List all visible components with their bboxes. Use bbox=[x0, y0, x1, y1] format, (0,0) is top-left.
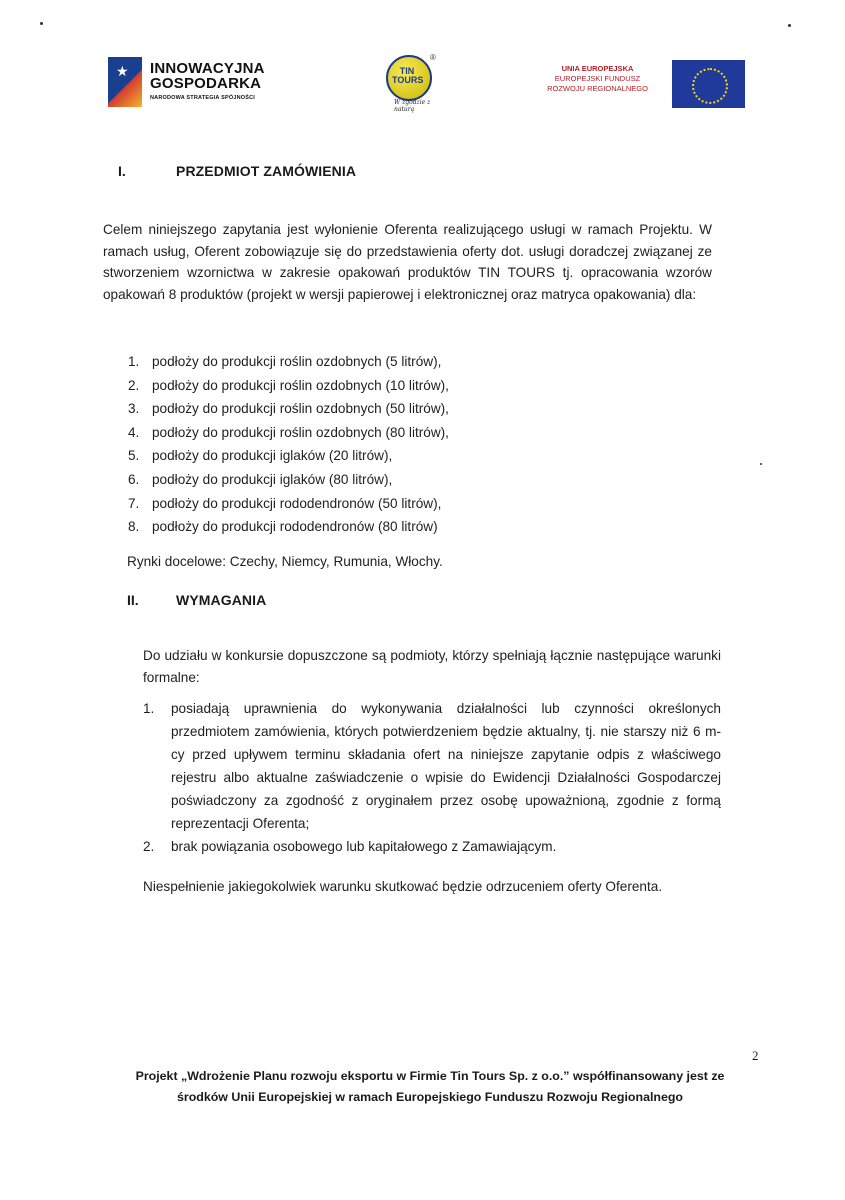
list-item bbox=[143, 697, 721, 835]
footer-line1: Projekt „Wdrożenie Planu rozwoju eksportu w Firmie Tin Tours Sp. z o.o.” współfinansowany jest ze bbox=[135, 1069, 725, 1083]
list-item-number: 7. bbox=[128, 495, 140, 511]
list-item bbox=[128, 374, 688, 398]
footer bbox=[95, 1066, 765, 1108]
list-item-text: podłoży do produkcji roślin ozdobnych (5 litrów), bbox=[152, 354, 442, 369]
eu-line2: EUROPEJSKI FUNDUSZ bbox=[554, 74, 641, 83]
list-item-number: 2. bbox=[143, 839, 155, 854]
requirements-list bbox=[143, 697, 721, 858]
list-item bbox=[128, 468, 688, 492]
innowacyjna-gospodarka-logo bbox=[108, 55, 288, 110]
ig-subtitle: NARODOWA STRATEGIA SPÓJNOŚCI bbox=[150, 95, 256, 101]
list-item-number: 3. bbox=[128, 401, 140, 417]
list-item bbox=[128, 492, 688, 516]
list-item bbox=[128, 515, 688, 539]
list-item-text: posiadają uprawnienia do wykonywania działalności lub czynności określonych przedmiotem zamówienia, których potwierdzeniem będzie aktualny, tj. nie starszy niż 6 m-cy przed upływem terminu składania ofert na niniejsze zapytanie odpis z właściwego rejestru albo aktualne zaświadczenie o wpisie do Ewidencji Działalności Gospodarczej poświadczony za zgodność z oryginałem przez osobę upoważnioną, zgodnie z formą reprezentacji Oferenta; bbox=[171, 701, 721, 831]
section1-title: PRZEDMIOT ZAMÓWIENIA bbox=[176, 163, 357, 179]
list-item-number: 1. bbox=[128, 354, 140, 369]
eu-line3: ROZWOJU REGIONALNEGO bbox=[547, 84, 648, 93]
list-item-text: podłoży do produkcji roślin ozdobnych (10 litrów), bbox=[152, 377, 449, 393]
list-item-number: 2. bbox=[128, 377, 140, 393]
list-item-number: 4. bbox=[128, 424, 140, 440]
ig-emblem-icon: ★ bbox=[108, 57, 142, 107]
list-item-number: 6. bbox=[128, 471, 140, 487]
eu-line1: UNIA EUROPEJSKA bbox=[561, 64, 634, 73]
tin-tours-tagline: W zgodzie z naturą bbox=[394, 99, 431, 113]
footer-line2: środków Unii Europejskiej w ramach Europejskiego Funduszu Rozwoju Regionalnego bbox=[176, 1090, 684, 1104]
list-item bbox=[128, 421, 688, 445]
tin-tours-name: TIN TOURS bbox=[392, 66, 424, 85]
ig-title-line2: GOSPODARKA bbox=[150, 75, 262, 92]
scan-dot bbox=[788, 24, 791, 27]
section1-intro: Celem niniejszego zapytania jest wyłonienie Oferenta realizującego usługi w ramach Projektu. W ramach usług, Oferent zobowiązuje się do przedstawienia oferty dot. usługi doradczej związanej ze stworzeniem wzornictwa w zakresie opakowań produktów TIN TOURS tj. opracowania wzorów opakowań 8 produktów (projekt w wersji papierowej i elektronicznej oraz matryca opakowania) dla: bbox=[103, 222, 712, 302]
list-item-text: podłoży do produkcji rododendronów (50 litrów), bbox=[152, 495, 442, 511]
scan-dot bbox=[760, 463, 762, 465]
target-markets: Rynki docelowe: Czechy, Niemcy, Rumunia, Włochy. bbox=[127, 554, 443, 569]
list-item-text: podłoży do produkcji rododendronów (80 litrów) bbox=[152, 519, 438, 535]
list-item bbox=[128, 444, 688, 468]
section2-intro: Do udziału w konkursie dopuszczone są podmioty, którzy spełniają łącznie następujące warunki formalne: bbox=[143, 648, 721, 685]
list-item-text: podłoży do produkcji roślin ozdobnych (50 litrów), bbox=[152, 401, 449, 417]
list-item bbox=[143, 835, 721, 858]
list-item-number: 1. bbox=[143, 701, 155, 716]
section2-number: II. bbox=[127, 592, 139, 608]
section1-number: I. bbox=[118, 163, 126, 179]
list-item bbox=[128, 350, 688, 374]
list-item-text: podłoży do produkcji roślin ozdobnych (80 litrów), bbox=[152, 424, 449, 440]
registered-mark-icon: ® bbox=[430, 53, 436, 62]
list-item-text: podłoży do produkcji iglaków (20 litrów), bbox=[152, 448, 393, 464]
product-list bbox=[128, 350, 688, 539]
list-item-number: 5. bbox=[128, 448, 140, 464]
scan-dot bbox=[40, 22, 43, 25]
section2-closing: Niespełnienie jakiegokolwiek warunku skutkować będzie odrzuceniem oferty Oferenta. bbox=[143, 879, 663, 894]
tin-tours-logo bbox=[378, 53, 448, 113]
eu-logo bbox=[530, 60, 745, 110]
eu-flag-icon bbox=[672, 60, 745, 108]
list-item-text: podłoży do produkcji iglaków (80 litrów), bbox=[152, 471, 393, 487]
list-item bbox=[128, 397, 688, 421]
list-item-text: brak powiązania osobowego lub kapitałowego z Zamawiającym. bbox=[171, 839, 557, 854]
list-item-number: 8. bbox=[128, 519, 140, 535]
ig-title bbox=[150, 61, 265, 91]
eu-logo-text bbox=[535, 64, 660, 94]
section2-title: WYMAGANIA bbox=[176, 592, 267, 608]
page-number: 2 bbox=[752, 1048, 759, 1063]
ig-title-line1: INNOWACYJNA bbox=[150, 60, 265, 77]
